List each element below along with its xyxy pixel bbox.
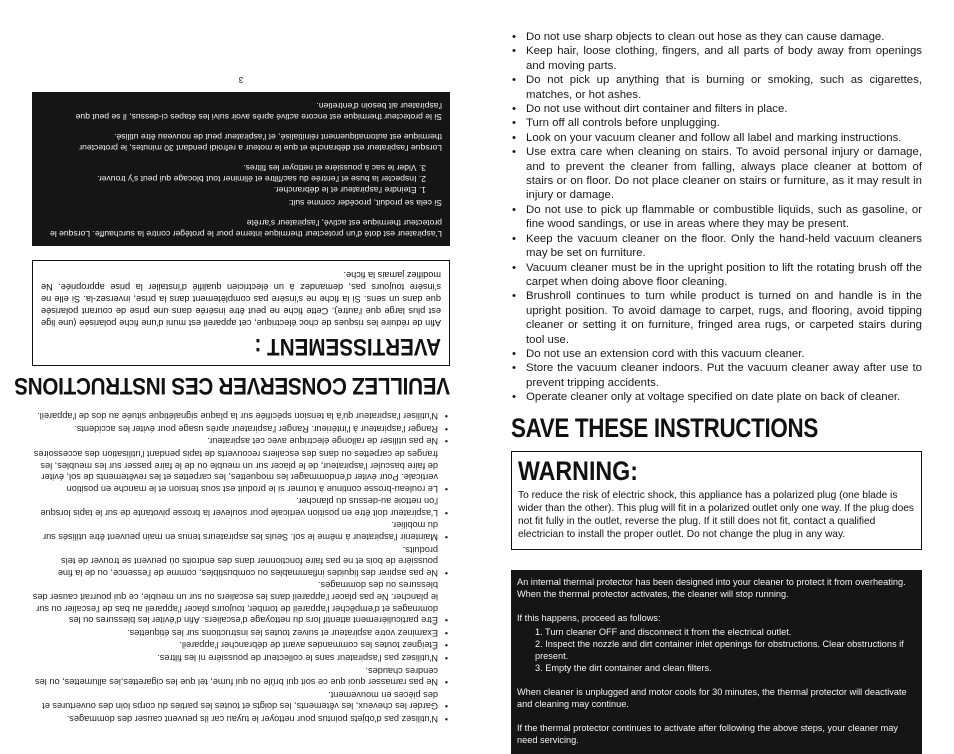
french-warning-text: Afin de réduire les risques de choc électrique, cet appareil est muni d'une fiche polarisée (une lige est plus large que l'autre). Cette fiche ne peut être insérée dans une prise de courant polarisée que dans un sens. Si la fiche ne s'insère pas complètement dans la prise, inversez-la. Si elle ne s'insère toujours pas, demandez à un électricien qualifié d'installer la prise appropriée. Ne modifiez jamais la fiche.: [41, 269, 441, 328]
list-item: 3. Empty the dirt container and clean filters.: [535, 662, 712, 673]
list-item: 1. Éteindre l'aspirateur et le débrancher.: [273, 184, 426, 195]
list-item: • Ranger l'aspirateur à l'intérieur. Ranger l'aspirateur après usage pour éviter les accidents.: [32, 422, 450, 434]
list-item: • Vacuum cleaner must be in the upright position to lift the rotating brush off the carpet when doing above floor cleaning.: [511, 261, 922, 290]
list-item: • Ne pas ramasser quoi que ce soit qui brûle ou qui fume, tel que les cigarettes,les allumettes, ou les cendres chaudes.: [32, 664, 450, 687]
list-item: • Store the vacuum cleaner indoors. Put the vacuum cleaner away after use to prevent tripping accidents.: [511, 361, 922, 390]
list-item: • Éteignez toutes les commandes avant de débrancher l'appareil.: [32, 639, 450, 651]
list-item: • Keep the vacuum cleaner on the floor. Only the hand-held vacuum cleaners may be set on furniture.: [511, 232, 922, 261]
list-item: • N'utilisez pas d'objets pointus pour nettoyer le tuyau car ils peuvent causer des dommages.: [32, 712, 450, 724]
list-item: 2. Inspecter la buse et l'entrée du sac/filtre et éliminer tout blocage qui peut s'y trouver.: [96, 173, 426, 184]
thermal-continue: If the thermal protector continues to activate after following the above steps, your cleaner may need servicing.: [517, 722, 898, 745]
french-thermal-cool: Lorsque l'aspirateur est débranché et que le moteur a refroidi pendant 30 minutes, le protecteur thermique est automatiquement réinitialisé, et l'aspirateur peut de nouveau être utilisé.: [79, 131, 442, 153]
section-heading: SAVE THESE INSTRUCTIONS: [511, 412, 818, 443]
list-item: • Brushroll continues to turn while product is turned on and handle is in the upright position. To avoid damage to carpet, rugs, and flooring, avoid tipping cleaner or setting it on furniture, fringed area rugs, or carpeted stairs during tool use.: [511, 289, 922, 347]
safety-list: [511, 30, 922, 405]
list-item: • Operate cleaner only at voltage specified on date plate on back of cleaner.: [511, 390, 922, 404]
french-warning-box: [32, 260, 450, 366]
thermal-steps: [517, 626, 916, 674]
list-item: 3. Vider le sac à poussière et nettoyer les filtres.: [243, 162, 426, 173]
french-section-heading: VEUILLEZ CONSERVER CES INSTRUCTIONS: [14, 371, 450, 399]
list-item: • Garder les cheveux, les vêtements, les doigts et toutes les parties du corps loin des ouvertures et des pièces en mouvement.: [32, 688, 450, 711]
list-item: • Turn off all controls before unplugging.: [511, 116, 922, 130]
french-thermal-intro: L'aspirateur est doté d'un protecteur thermique interne pour le protéger contre la surchauffe. Lorsque le protecteur thermique est activé, l'aspirateur s'arrête: [50, 217, 442, 239]
warning-title: WARNING:: [518, 455, 638, 486]
list-item: • Ne pas utiliser de rallonge électrique avec cet aspirateur.: [32, 435, 450, 447]
french-safety-list: [32, 410, 450, 724]
list-item: • N'utiliser l'aspirateur qu'à la tension spécifiée sur la plaque signalétique située au dos de l'appareil.: [32, 410, 450, 422]
thermal-protector-box: [511, 570, 922, 754]
french-thermal-steps: [40, 162, 442, 195]
english-page: [477, 0, 954, 745]
list-item: • Maintenir l'aspirateur à même le sol. Seuls les aspirateurs tenus en main peuvent être utilisés sur du mobilier.: [32, 519, 450, 542]
thermal-if: If this happens, proceed as follows:: [517, 612, 661, 623]
list-item: • Look on your vacuum cleaner and follow all label and marking instructions.: [511, 131, 922, 145]
french-content: [14, 74, 450, 724]
list-item: • Ne pas aspirer des liquides inflammables ou combustibles, comme de l'essence, ou de la fine poussière de bois et ne pas faire fonctionner dans des endroits où peuvent se trouver de tels produits.: [32, 543, 450, 578]
list-item: • Do not use sharp objects to clean out hose as they can cause damage.: [511, 30, 922, 44]
list-item: • Keep hair, loose clothing, fingers, and all parts of body away from openings and moving parts.: [511, 44, 922, 73]
list-item: • Être particulièrement attentif lors du nettoyage d'escaliers. Afin d'éviter les blessures ou les dommages et d'empêcher l'appareil de tomber, toujours placer l'appareil au bas de l'escalier ou sur le plancher. Ne pas placer l'appareil dans les escaliers ou sur un meuble, ce qui pourrait causer des blessures ou des dommages.: [32, 579, 450, 625]
list-item: • Examinez votre aspirateur et suivez toutes les instructions sur les étiquettes.: [32, 626, 450, 638]
french-thermal-if: Si cela se produit, procéder comme suit:: [288, 197, 442, 208]
warning-box: [511, 451, 922, 550]
list-item: • L'aspirateur doit être en position verticale pour soulever la brosse pivotante de sur le tapis lorsque l'on nettoie au-dessus du plancher.: [32, 495, 450, 518]
warning-text: To reduce the risk of electric shock, this appliance has a polarized plug (one blade is wider than the other). This plug will fit in a polarized outlet only one way. If the plug does not fit fully in the outlet, reverse the plug. If it still does not fit, contact a qualified electrician to install the proper outlet. Do not change the plug in any way.: [518, 489, 915, 540]
list-item: • Do not use without dirt container and filters in place.: [511, 102, 922, 116]
list-item: • Do not use to pick up flammable or combustible liquids, such as gasoline, or fine wood sandings, or use in areas where they may be present.: [511, 203, 922, 232]
list-item: • Use extra care when cleaning on stairs. To avoid personal injury or damage, and to prevent the cleaner from falling, always place cleaner at bottom of stairs or on floor. Do not place cleaner on stairs or furniture, as it may result in injury or damage.: [511, 145, 922, 203]
thermal-cool: When cleaner is unplugged and motor cools for 30 minutes, the thermal protector will deactivate and cleaning may continue.: [517, 686, 907, 709]
page-number: 3: [713, 704, 718, 713]
french-thermal-protector-box: [32, 92, 450, 246]
french-thermal-continue: Si le protecteur thermique est encore activé après avoir suivi les étapes ci-dessus, il se peut que l'aspirateur ait besoin d'entretien.: [75, 100, 442, 122]
list-item: • Do not pick up anything that is burning or smoking, such as cigarettes, matches, or hot ashes.: [511, 73, 922, 102]
french-page-rotated-content: [14, 14, 450, 724]
list-item: • Le rouleau-brosse continue à tourner si le produit est sous tension et le manche en position verticale. Pour éviter d'endommager les moquettes, les carpettes et les revêtements de sol, éviter de faire basculer l'aspirateur, de le placer sur un meuble ou de le faire passer sur les meubles, les franges de carpettes ou dans des escaliers recouverts de tapis pendant l'utilisation des accessoires: [32, 447, 450, 493]
list-item: 2. Inspect the nozzle and dirt container inlet openings for obstructions. Clear obstructions if present.: [535, 638, 904, 661]
list-item: • Do not use an extension cord with this vacuum cleaner.: [511, 347, 922, 361]
list-item: 1. Turn cleaner OFF and disconnect it from the electrical outlet.: [535, 626, 792, 637]
thermal-intro: An internal thermal protector has been designed into your cleaner to protect it from overheating. When the thermal protector activates, the cleaner will stop running.: [517, 576, 906, 599]
french-warning-title: AVERTISSEMENT :: [254, 332, 441, 360]
french-page: [0, 0, 477, 738]
french-page-number: 3: [238, 74, 244, 84]
list-item: • N'utilisez pas l'aspirateur sans le collecteur de poussière ni les filtres.: [32, 651, 450, 663]
english-content: [511, 30, 922, 754]
